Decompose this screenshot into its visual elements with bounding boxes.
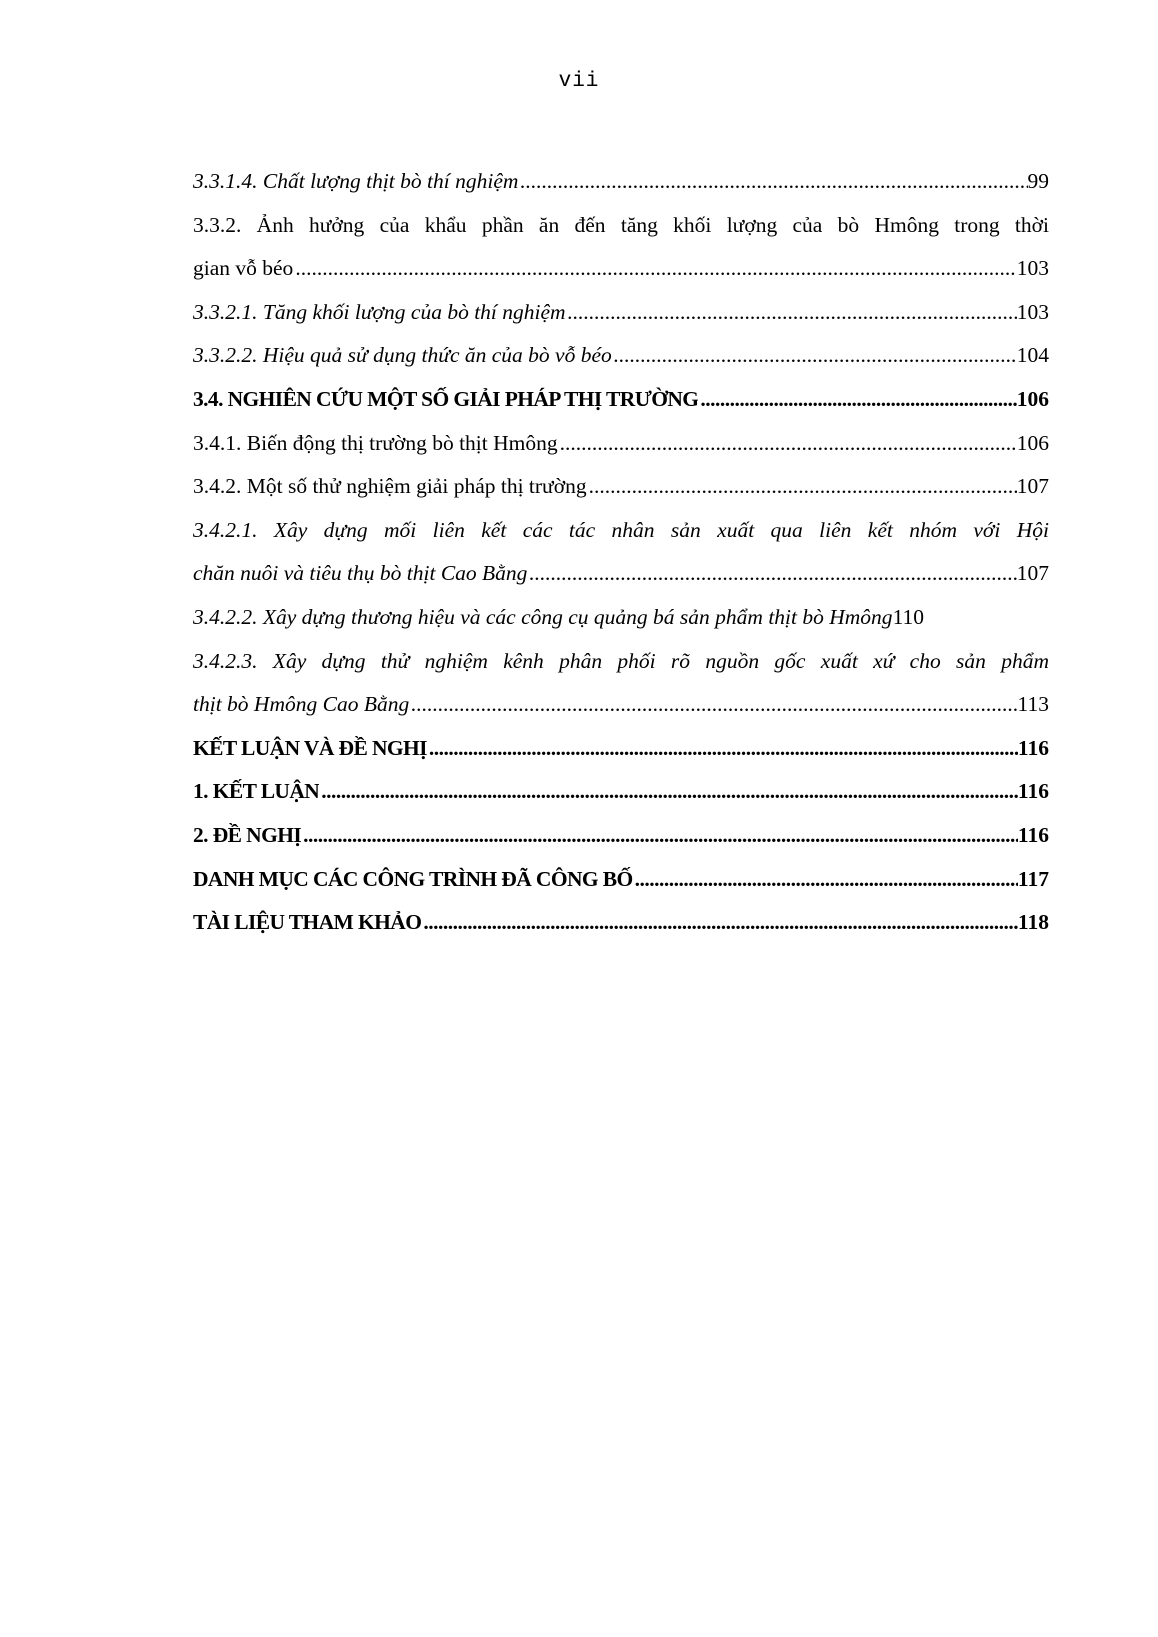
toc-page-number: 103 [1016, 299, 1049, 324]
toc-page-number: 106 [1016, 430, 1049, 455]
toc-page-number: 116 [1017, 779, 1049, 804]
toc-page-number: 107 [1016, 474, 1049, 499]
toc-page-number: 106 [1016, 386, 1049, 411]
toc-entry-title: DANH MỤC CÁC CÔNG TRÌNH ĐÃ CÔNG BỐ [193, 866, 633, 891]
toc-page-number: 110 [892, 604, 925, 629]
dot-leader [301, 814, 1018, 858]
dot-leader [319, 770, 1018, 814]
toc-entry-title-line1: 3.4.2.3. Xây dựng thử nghiệm kênh phân phối rõ nguồn gốc xuất xứ cho sản phẩm [193, 648, 1049, 673]
toc-entry-title: 3.3.2.2. Hiệu quả sử dụng thức ăn của bò vỗ béo [193, 343, 612, 368]
dot-leader [566, 291, 1017, 335]
toc-entry-3-4-2-1[interactable] [193, 509, 1049, 596]
dot-leader [612, 334, 1017, 378]
toc-page-number: 107 [1016, 561, 1049, 586]
toc-entry-title: KẾT LUẬN VÀ ĐỀ NGHỊ [193, 735, 427, 760]
toc-entry-3-3-1-4[interactable] [193, 160, 1049, 204]
toc-entry-3-3-2[interactable] [193, 204, 1049, 291]
toc-page-number: 117 [1017, 866, 1049, 891]
toc-page-number: 116 [1017, 735, 1049, 760]
dot-leader [698, 378, 1016, 422]
toc-page-number: 104 [1016, 343, 1049, 368]
toc-entry-3-3-2-1[interactable] [193, 291, 1049, 335]
toc-entry-title: 3.4.2.2. Xây dựng thương hiệu và các công cụ quảng bá sản phẩm thịt bò Hmông [193, 604, 893, 629]
dot-leader [409, 683, 1017, 727]
dot-leader [527, 552, 1016, 596]
toc-page-number: 99 [1027, 169, 1049, 193]
toc-entry-title-line1: 3.4.2.1. Xây dựng mối liên kết các tác nhân sản xuất qua liên kết nhóm với Hội [193, 517, 1049, 542]
dot-leader [293, 247, 1016, 291]
toc-entry-de-nghi[interactable] [193, 814, 1049, 858]
toc-entry-3-3-2-2[interactable] [193, 334, 1049, 378]
table-of-contents [193, 160, 1049, 945]
toc-entry-title: TÀI LIỆU THAM KHẢO [193, 910, 422, 935]
toc-page-number: 118 [1017, 910, 1049, 935]
toc-entry-3-4-2[interactable] [193, 465, 1049, 509]
toc-entry-3-4-1[interactable] [193, 422, 1049, 466]
toc-entry-tai-lieu-tham-khao[interactable] [193, 901, 1049, 945]
toc-entry-3-4-2-2[interactable] [193, 596, 1049, 640]
toc-entry-title: 3.3.1.4. Chất lượng thịt bò thí nghiệm [193, 169, 519, 193]
toc-entry-title-line2: chăn nuôi và tiêu thụ bò thịt Cao Bằng [193, 561, 528, 586]
toc-entry-danh-muc-cong-trinh[interactable] [193, 858, 1049, 902]
toc-entry-title-line2: thịt bò Hmông Cao Bằng [193, 692, 410, 717]
toc-entry-3-4-2-3[interactable] [193, 640, 1049, 727]
page-number: vii [558, 70, 600, 93]
dot-leader [518, 160, 1027, 204]
toc-entry-title: 3.4.2. Một số thử nghiệm giải pháp thị trường [193, 474, 587, 499]
toc-entry-title: 3.3.2.1. Tăng khối lượng của bò thí nghiệm [193, 299, 566, 324]
toc-entry-title: 2. ĐỀ NGHỊ [193, 822, 302, 847]
toc-entry-title: 3.4. NGHIÊN CỨU MỘT SỐ GIẢI PHÁP THỊ TRƯỜNG [193, 386, 699, 411]
toc-entry-title: 3.4.1. Biến động thị trường bò thịt Hmông [193, 430, 558, 455]
toc-page-number: 103 [1016, 256, 1049, 281]
dot-leader [427, 727, 1018, 771]
toc-page-number: 116 [1017, 822, 1049, 847]
toc-page-number: 113 [1017, 692, 1049, 717]
dot-leader [587, 465, 1017, 509]
toc-entry-ket-luan-va-de-nghi[interactable] [193, 727, 1049, 771]
dot-leader [421, 901, 1018, 945]
dot-leader [558, 422, 1017, 466]
toc-entry-3-4[interactable] [193, 378, 1049, 422]
toc-entry-title: 1. KẾT LUẬN [193, 779, 320, 804]
toc-entry-ket-luan[interactable] [193, 770, 1049, 814]
toc-entry-title-line1: 3.3.2. Ảnh hưởng của khẩu phần ăn đến tăng khối lượng của bò Hmông trong thời [193, 212, 1049, 237]
dot-leader [633, 858, 1018, 902]
toc-entry-title-line2: gian vỗ béo [193, 256, 294, 281]
